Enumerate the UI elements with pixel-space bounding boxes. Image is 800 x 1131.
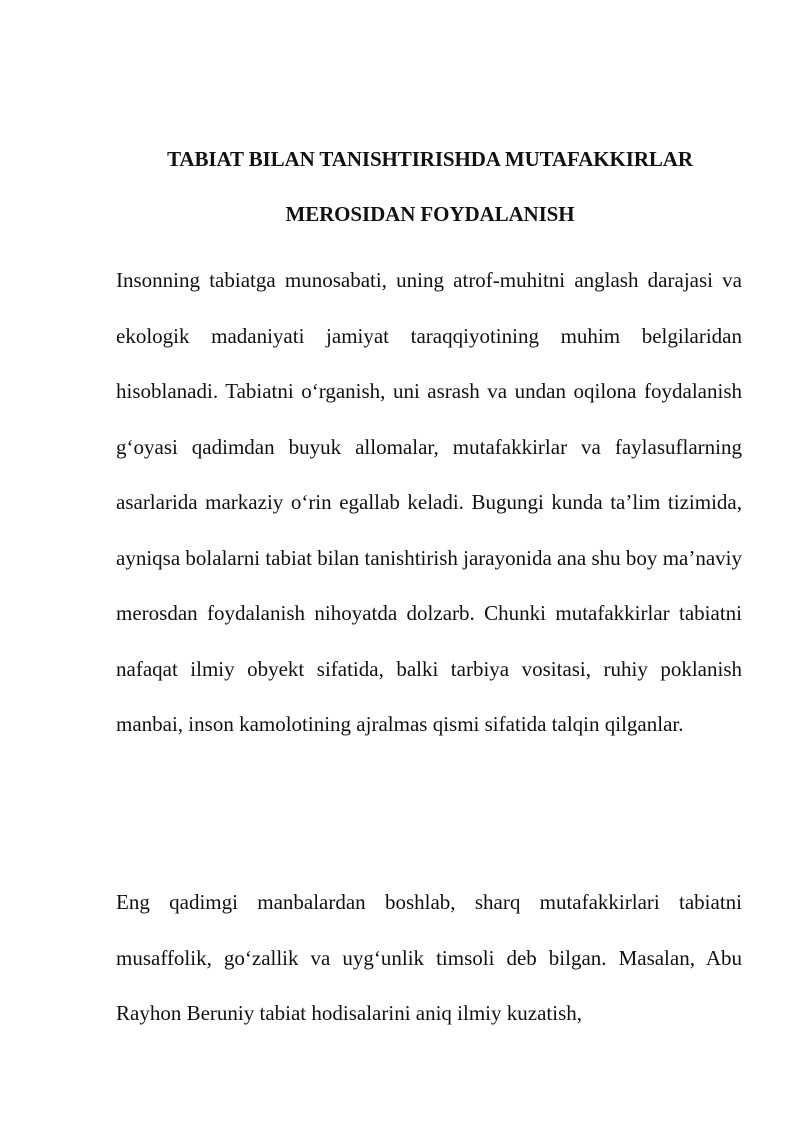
paragraph-2: Eng qadimgi manbalardan boshlab, sharq mutafakkirlari tabiatni musaffolik, go‘zallik va uyg‘unlik timsoli deb bilgan. Masalan, Abu Rayhon Beruniy tabiat hodisalarini aniq ilmiy kuzatish,	[116, 890, 742, 1025]
document-title-line-1: TABIAT BILAN TANISHTIRISHDA MUTAFAKKIRLAR	[167, 147, 693, 171]
paragraph-1: Insonning tabiatga munosabati, uning atrof-muhitni anglash darajasi va ekologik madaniyati jamiyat taraqqiyotining muhim belgilaridan hisoblanadi. Tabiatni o‘rganish, uni asrash va undan oqilona foydalanish g‘oyasi qadimdan buyuk allomalar, mutafakkirlar va faylasuflarning asarlarida markaziy o‘rin egallab keladi. Bugungi kunda ta’lim tizimida, ayniqsa bolalarni tabiat bilan tanishtirish jarayonida ana shu boy ma’naviy merosdan foydalanish nihoyatda dolzarb. Chunki mutafakkirlar tabiatni nafaqat ilmiy obyekt sifatida, balki tarbiya vositasi, ruhiy poklanish manbai, inson kamolotining ajralmas qismi sifatida talqin qilganlar.	[116, 268, 742, 736]
document-title-line-2: MEROSIDAN FOYDALANISH	[285, 202, 575, 226]
